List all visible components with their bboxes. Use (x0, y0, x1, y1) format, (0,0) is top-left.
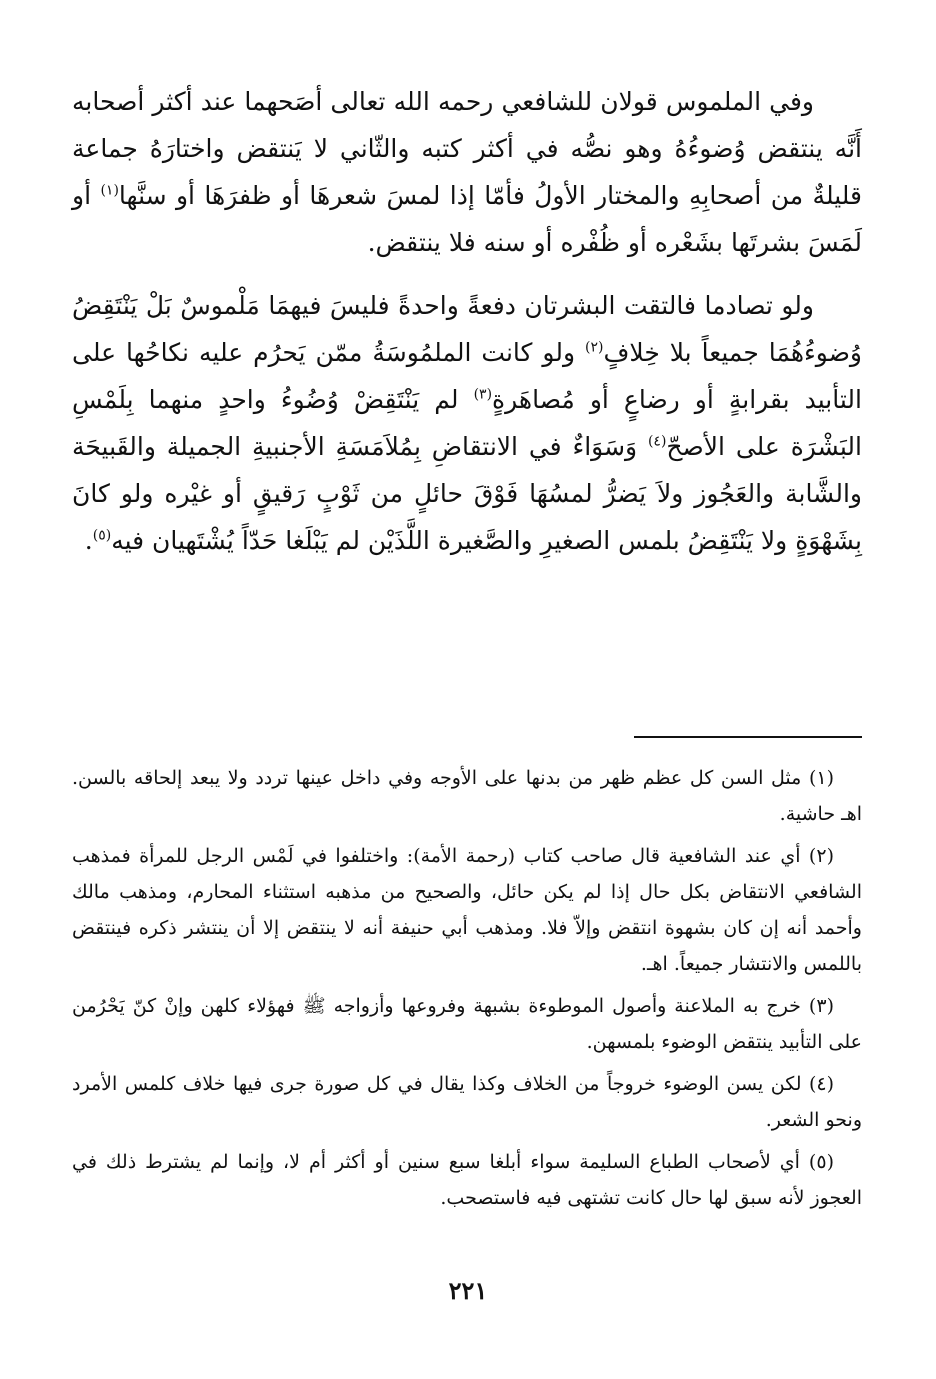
footnote: (٥) أي لأصحاب الطباع السليمة سواء أبلغا سبع سنين أو أكثر أم لا، وإنما لم يشترط ذلك في العجوز لأنه سبق لها حال كانت تشتهى فيه فاستصحب. (72, 1151, 862, 1209)
footnote: (١) مثل السن كل عظم ظهر من بدنها على الأوجه وفي داخل عينها تردد ولا يبعد إلحاقه بالسن. اهـ حاشية. (72, 767, 862, 825)
footnote-ref: (٣) (473, 386, 493, 403)
footnote: (٣) خرج به الملاعنة وأصول الموطوءة بشبهة وفروعها وأزواجه ﷺ فهؤلاء كلهن وإنْ كنّ يَحْرُمن على التأبيد ينتقض الوضوء بلمسهن. (72, 995, 862, 1053)
page-number: ٢٢١ (448, 1276, 488, 1305)
text-segment: . (84, 526, 93, 555)
text-segment: وَسَوَاءٌ في الانتقاضِ بِمُلاَمَسَةِ الأجنبيةِ الجميلة والقَبيحَة والشَّابة والعَجُوز ولاَ يَضرُّ لمسُهَا فَوْقَ حائلٍ من ثَوْبٍ رَقيقٍ أو غيْره ولو كانَ بِشَهْوَةٍ ولا يَنْتَقِضُ بلمس الصغيرِ والصَّغيرة اللَّذَيْن لم يَبْلَغا حَدّاً يُشْتَهيان فيه (72, 432, 862, 555)
footnote-ref: (٤) (647, 433, 667, 450)
paragraph (72, 282, 862, 564)
footnote-ref: (١) (100, 182, 119, 199)
main-text (72, 78, 862, 564)
text-segment: وفي الملموس قولان للشافعي رحمه الله تعالى أصَحهما عند أكثر أصحابه أَنَّه ينتقض وُضوءُهُ وهو نصُّه في أكثر كتبه والثّاني لا يَنتقض واختارَهُ جماعة قليلةٌ من أصحابِهِ والمختار الأولُ فأمّا إذا لمسَ شعرهَا أو ظفرَهَا أو سنَّها (72, 87, 862, 210)
footnote: (٢) أي عند الشافعية قال صاحب كتاب (رحمة الأمة): واختلفوا في لَمْس الرجل للمرأة فمذهب الشافعي الانتقاض بكل حال إذا لم يكن حائل، والصحيح من مذهبه استثناء المحارم، ومذهب مالك وأحمد أنه إن كان بشهوة انتقض وإلاّ فلا. ومذهب أبي حنيفة أنه لا ينتقض إلا أن ينتشر ذكره فينتقض باللمس والانتشار جميعاً. اهـ. (72, 845, 862, 975)
text-segment: ولو كانت الملمُوسَةُ ممّن يَحرُم عليه نكاحُها على التأبيد بقرابةٍ أو رضاعٍ أو مُصاهَرةٍ (72, 338, 862, 414)
text-segment: ولو تصادما فالتقت البشرتان دفعةً واحدةً فليسَ فيهمَا مَلْموسٌ بَلْ يَنْتَقِضُ وُضوءُهُمَا جميعاً بلا خِلافٍ (72, 291, 862, 367)
footnote-separator (634, 736, 862, 738)
footnote-ref: (٥) (92, 527, 112, 544)
footnotes (72, 760, 862, 1222)
footnote-ref: (٢) (585, 339, 604, 356)
footnote: (٤) لكن يسن الوضوء خروجاً من الخلاف وكذا يقال في كل صورة جرى فيها خلاف كلمس الأمرد ونحو الشعر. (72, 1073, 862, 1131)
text-segment: أو لَمَسَ بشرتَها بشَعْره أو ظُفْره أو سنه فلا ينتقض. (72, 181, 862, 257)
text-segment: لم يَنْتَقِضْ وُضُوءُ واحدٍ منهما بِلَمْسِ البَشْرَة على الأصحّ (72, 385, 862, 461)
paragraph (72, 78, 862, 266)
